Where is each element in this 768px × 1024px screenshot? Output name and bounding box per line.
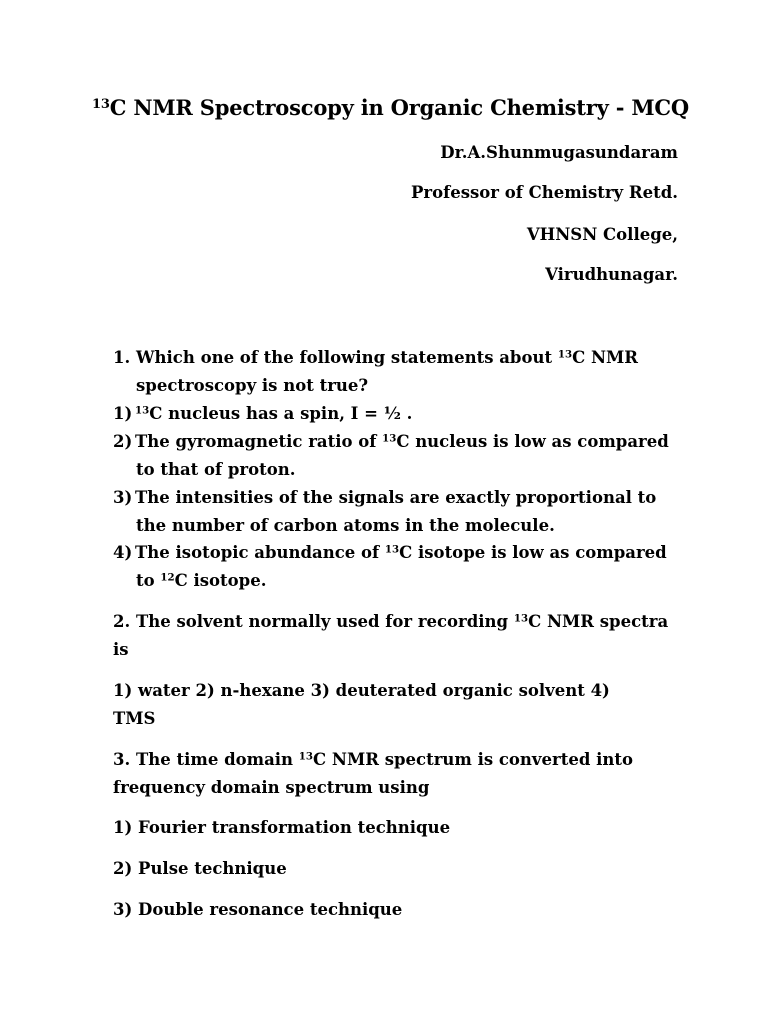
q1-option-1-text: C nucleus has a spin, I = ½ . <box>149 404 413 423</box>
q2-pre: 2. The solvent normally used for recording <box>113 612 514 631</box>
author-city: Virudhunagar. <box>545 265 678 284</box>
q1-line1-sup: 13 <box>557 348 573 361</box>
q2-sup: 13 <box>513 612 529 625</box>
q1-option-3-text: The intensities of the signals are exactly proportional to <box>135 488 657 507</box>
q2-line2: is <box>113 640 129 659</box>
q1-option-2-post: C nucleus is low as compared <box>396 432 669 451</box>
q1-option-2-sup: 13 <box>382 432 397 445</box>
q1-line1-pre: Which one of the following statements about <box>135 348 558 367</box>
q3-option-2: 2) Pulse technique <box>113 859 287 878</box>
q1-option-4-post: C isotope is low as compared <box>399 543 667 562</box>
q1-option-1-sup: 13 <box>135 404 150 417</box>
q1-option-1 <box>113 400 412 428</box>
q1-option-4-line2 <box>136 567 266 595</box>
q3-sup: 13 <box>298 750 314 763</box>
q1-option-2-line2: to that of proton. <box>136 460 296 479</box>
q1-line1-post: C NMR <box>572 348 639 367</box>
q1-option-3-line2: the number of carbon atoms in the molecule. <box>136 516 555 535</box>
q1-option-2 <box>113 428 669 456</box>
q2-options-line1: 1) water 2) n-hexane 3) deuterated organic solvent 4) <box>113 681 610 700</box>
q1-line2: spectroscopy is not true? <box>136 376 369 395</box>
q1-option-4-line2-sup: 12 <box>160 571 175 584</box>
q3-post: C NMR spectrum is converted into <box>313 750 634 769</box>
q3-question <box>113 746 633 774</box>
q3-option-1: 1) Fourier transformation technique <box>113 818 451 837</box>
q3-option-3: 3) Double resonance technique <box>113 900 403 919</box>
q1-option-4-pre: The isotopic abundance of <box>135 543 385 562</box>
q1-option-2-pre: The gyromagnetic ratio of <box>135 432 383 451</box>
q2-post: C NMR spectra <box>528 612 669 631</box>
title-text: C NMR Spectroscopy in Organic Chemistry - MCQ <box>109 95 689 120</box>
q1-question <box>113 344 638 372</box>
q1-number: 1. <box>113 348 131 367</box>
q2-options-line2: TMS <box>113 709 156 728</box>
q3-pre: 3. The time domain <box>113 750 299 769</box>
q2-question <box>113 608 668 636</box>
author-name: Dr.A.Shunmugasundaram <box>440 143 678 162</box>
q1-option-4 <box>113 539 667 567</box>
q1-option-3-num: 3) <box>113 488 133 507</box>
q1-option-4-num: 4) <box>113 543 133 562</box>
q1-option-4-sup: 13 <box>384 543 400 556</box>
page-title <box>92 95 689 120</box>
author-college: VHNSN College, <box>526 225 678 244</box>
q1-option-4-line2-pre: to <box>136 571 161 590</box>
q1-option-4-line2-post: C isotope. <box>174 571 267 590</box>
q1-option-1-num: 1) <box>113 404 133 423</box>
author-position: Professor of Chemistry Retd. <box>411 183 678 202</box>
q1-option-3 <box>113 484 656 512</box>
title-superscript: 13 <box>92 96 110 112</box>
q1-option-2-num: 2) <box>113 432 133 451</box>
q3-line2: frequency domain spectrum using <box>113 778 430 797</box>
